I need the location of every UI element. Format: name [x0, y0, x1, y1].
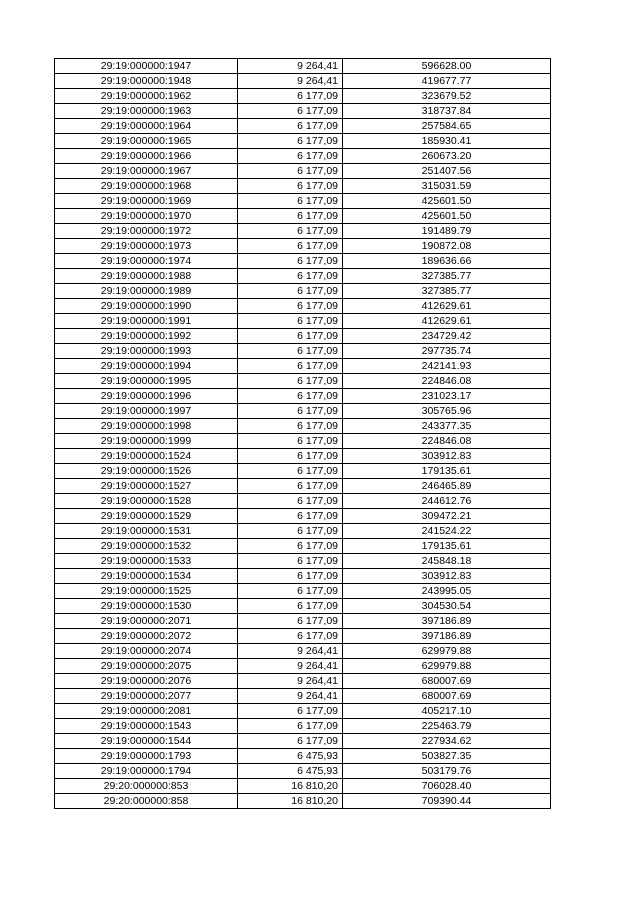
table-row — [55, 329, 551, 344]
cadastral-number-cell: 29:19:000000:1999 — [55, 434, 238, 449]
table-row — [55, 224, 551, 239]
value-cell: 242141.93 — [343, 359, 551, 374]
value-cell: 246465.89 — [343, 479, 551, 494]
area-cell: 9 264,41 — [238, 659, 343, 674]
area-cell: 6 177,09 — [238, 194, 343, 209]
value-cell: 179135.61 — [343, 464, 551, 479]
table-row — [55, 134, 551, 149]
cadastral-number-cell: 29:19:000000:1962 — [55, 89, 238, 104]
table-row — [55, 314, 551, 329]
area-cell: 6 177,09 — [238, 614, 343, 629]
cadastral-number-cell: 29:19:000000:1794 — [55, 764, 238, 779]
area-cell: 6 177,09 — [238, 104, 343, 119]
cadastral-number-cell: 29:19:000000:1543 — [55, 719, 238, 734]
value-cell: 412629.61 — [343, 299, 551, 314]
cadastral-number-cell: 29:20:000000:858 — [55, 794, 238, 809]
value-cell: 190872.08 — [343, 239, 551, 254]
area-cell: 16 810,20 — [238, 779, 343, 794]
value-cell: 231023.17 — [343, 389, 551, 404]
table-row — [55, 779, 551, 794]
value-cell: 629979.88 — [343, 644, 551, 659]
table-row — [55, 374, 551, 389]
area-cell: 6 475,93 — [238, 749, 343, 764]
value-cell: 297735.74 — [343, 344, 551, 359]
area-cell: 9 264,41 — [238, 674, 343, 689]
table-row — [55, 539, 551, 554]
table-row — [55, 239, 551, 254]
area-cell: 16 810,20 — [238, 794, 343, 809]
value-cell: 303912.83 — [343, 449, 551, 464]
table-row — [55, 194, 551, 209]
value-cell: 629979.88 — [343, 659, 551, 674]
area-cell: 6 177,09 — [238, 179, 343, 194]
cadastral-number-cell: 29:19:000000:1966 — [55, 149, 238, 164]
cadastral-number-cell: 29:19:000000:2071 — [55, 614, 238, 629]
area-cell: 6 177,09 — [238, 569, 343, 584]
table-row — [55, 299, 551, 314]
value-cell: 243377.35 — [343, 419, 551, 434]
cadastral-table — [54, 58, 551, 809]
area-cell: 6 177,09 — [238, 89, 343, 104]
cadastral-number-cell: 29:19:000000:1947 — [55, 59, 238, 74]
area-cell: 6 177,09 — [238, 464, 343, 479]
value-cell: 327385.77 — [343, 269, 551, 284]
area-cell: 6 177,09 — [238, 704, 343, 719]
area-cell: 6 177,09 — [238, 374, 343, 389]
area-cell: 6 177,09 — [238, 359, 343, 374]
cadastral-number-cell: 29:19:000000:2081 — [55, 704, 238, 719]
cadastral-number-cell: 29:19:000000:1992 — [55, 329, 238, 344]
cadastral-number-cell: 29:19:000000:1964 — [55, 119, 238, 134]
value-cell: 304530.54 — [343, 599, 551, 614]
value-cell: 191489.79 — [343, 224, 551, 239]
area-cell: 6 177,09 — [238, 584, 343, 599]
table-row — [55, 509, 551, 524]
table-row — [55, 569, 551, 584]
value-cell: 709390.44 — [343, 794, 551, 809]
area-cell: 6 177,09 — [238, 734, 343, 749]
table-row — [55, 389, 551, 404]
value-cell: 244612.76 — [343, 494, 551, 509]
value-cell: 503179.76 — [343, 764, 551, 779]
value-cell: 425601.50 — [343, 209, 551, 224]
table-row — [55, 524, 551, 539]
table-row — [55, 734, 551, 749]
area-cell: 6 177,09 — [238, 539, 343, 554]
value-cell: 224846.08 — [343, 374, 551, 389]
cadastral-number-cell: 29:19:000000:1533 — [55, 554, 238, 569]
table-row — [55, 89, 551, 104]
cadastral-number-cell: 29:19:000000:1534 — [55, 569, 238, 584]
table-row — [55, 599, 551, 614]
area-cell: 6 177,09 — [238, 329, 343, 344]
table-row — [55, 149, 551, 164]
area-cell: 6 475,93 — [238, 764, 343, 779]
cadastral-number-cell: 29:19:000000:1528 — [55, 494, 238, 509]
cadastral-number-cell: 29:19:000000:1968 — [55, 179, 238, 194]
value-cell: 309472.21 — [343, 509, 551, 524]
table-row — [55, 464, 551, 479]
value-cell: 318737.84 — [343, 104, 551, 119]
table-row — [55, 344, 551, 359]
cadastral-number-cell: 29:19:000000:1525 — [55, 584, 238, 599]
table-row — [55, 359, 551, 374]
area-cell: 6 177,09 — [238, 134, 343, 149]
value-cell: 405217.10 — [343, 704, 551, 719]
cadastral-number-cell: 29:19:000000:2076 — [55, 674, 238, 689]
cadastral-number-cell: 29:19:000000:1948 — [55, 74, 238, 89]
table-row — [55, 644, 551, 659]
cadastral-number-cell: 29:19:000000:1989 — [55, 284, 238, 299]
cadastral-number-cell: 29:19:000000:1529 — [55, 509, 238, 524]
area-cell: 6 177,09 — [238, 419, 343, 434]
value-cell: 419677.77 — [343, 74, 551, 89]
cadastral-number-cell: 29:19:000000:1532 — [55, 539, 238, 554]
area-cell: 6 177,09 — [238, 269, 343, 284]
cadastral-number-cell: 29:19:000000:2074 — [55, 644, 238, 659]
table-row — [55, 584, 551, 599]
area-cell: 6 177,09 — [238, 224, 343, 239]
table-row — [55, 119, 551, 134]
area-cell: 6 177,09 — [238, 239, 343, 254]
table-row — [55, 659, 551, 674]
table-row — [55, 419, 551, 434]
value-cell: 225463.79 — [343, 719, 551, 734]
value-cell: 185930.41 — [343, 134, 551, 149]
cadastral-number-cell: 29:19:000000:2072 — [55, 629, 238, 644]
table-row — [55, 494, 551, 509]
area-cell: 9 264,41 — [238, 59, 343, 74]
table-row — [55, 614, 551, 629]
cadastral-number-cell: 29:19:000000:1526 — [55, 464, 238, 479]
value-cell: 596628.00 — [343, 59, 551, 74]
area-cell: 6 177,09 — [238, 314, 343, 329]
table-row — [55, 164, 551, 179]
value-cell: 251407.56 — [343, 164, 551, 179]
table-row — [55, 629, 551, 644]
cadastral-number-cell: 29:19:000000:1990 — [55, 299, 238, 314]
area-cell: 6 177,09 — [238, 344, 343, 359]
cadastral-number-cell: 29:19:000000:1994 — [55, 359, 238, 374]
table-body — [55, 59, 551, 809]
cadastral-number-cell: 29:19:000000:1972 — [55, 224, 238, 239]
area-cell: 6 177,09 — [238, 494, 343, 509]
cadastral-number-cell: 29:19:000000:2075 — [55, 659, 238, 674]
value-cell: 260673.20 — [343, 149, 551, 164]
cadastral-number-cell: 29:19:000000:1524 — [55, 449, 238, 464]
cadastral-number-cell: 29:19:000000:1531 — [55, 524, 238, 539]
value-cell: 241524.22 — [343, 524, 551, 539]
table-row — [55, 284, 551, 299]
area-cell: 6 177,09 — [238, 449, 343, 464]
value-cell: 245848.18 — [343, 554, 551, 569]
area-cell: 9 264,41 — [238, 74, 343, 89]
cadastral-number-cell: 29:19:000000:1995 — [55, 374, 238, 389]
value-cell: 327385.77 — [343, 284, 551, 299]
table-row — [55, 554, 551, 569]
cadastral-number-cell: 29:19:000000:1991 — [55, 314, 238, 329]
table-row — [55, 674, 551, 689]
cadastral-number-cell: 29:19:000000:1997 — [55, 404, 238, 419]
area-cell: 6 177,09 — [238, 389, 343, 404]
area-cell: 9 264,41 — [238, 689, 343, 704]
area-cell: 6 177,09 — [238, 524, 343, 539]
area-cell: 6 177,09 — [238, 119, 343, 134]
cadastral-number-cell: 29:19:000000:1969 — [55, 194, 238, 209]
table-row — [55, 689, 551, 704]
table-row — [55, 404, 551, 419]
area-cell: 6 177,09 — [238, 254, 343, 269]
table-row — [55, 434, 551, 449]
table-row — [55, 719, 551, 734]
area-cell: 6 177,09 — [238, 149, 343, 164]
value-cell: 243995.05 — [343, 584, 551, 599]
value-cell: 706028.40 — [343, 779, 551, 794]
cadastral-number-cell: 29:20:000000:853 — [55, 779, 238, 794]
cadastral-number-cell: 29:19:000000:1527 — [55, 479, 238, 494]
area-cell: 6 177,09 — [238, 209, 343, 224]
table-row — [55, 704, 551, 719]
value-cell: 303912.83 — [343, 569, 551, 584]
area-cell: 6 177,09 — [238, 629, 343, 644]
cadastral-number-cell: 29:19:000000:1963 — [55, 104, 238, 119]
value-cell: 224846.08 — [343, 434, 551, 449]
area-cell: 6 177,09 — [238, 479, 343, 494]
table-row — [55, 794, 551, 809]
cadastral-number-cell: 29:19:000000:1544 — [55, 734, 238, 749]
table-row — [55, 764, 551, 779]
value-cell: 179135.61 — [343, 539, 551, 554]
cadastral-number-cell: 29:19:000000:1973 — [55, 239, 238, 254]
value-cell: 503827.35 — [343, 749, 551, 764]
area-cell: 9 264,41 — [238, 644, 343, 659]
table-row — [55, 269, 551, 284]
value-cell: 257584.65 — [343, 119, 551, 134]
table-row — [55, 254, 551, 269]
area-cell: 6 177,09 — [238, 404, 343, 419]
cadastral-number-cell: 29:19:000000:1970 — [55, 209, 238, 224]
value-cell: 680007.69 — [343, 674, 551, 689]
area-cell: 6 177,09 — [238, 284, 343, 299]
value-cell: 323679.52 — [343, 89, 551, 104]
value-cell: 315031.59 — [343, 179, 551, 194]
cadastral-number-cell: 29:19:000000:1965 — [55, 134, 238, 149]
table-row — [55, 749, 551, 764]
cadastral-number-cell: 29:19:000000:1974 — [55, 254, 238, 269]
cadastral-number-cell: 29:19:000000:1988 — [55, 269, 238, 284]
value-cell: 680007.69 — [343, 689, 551, 704]
cadastral-number-cell: 29:19:000000:1530 — [55, 599, 238, 614]
table-row — [55, 449, 551, 464]
table-row — [55, 59, 551, 74]
value-cell: 425601.50 — [343, 194, 551, 209]
value-cell: 234729.42 — [343, 329, 551, 344]
table-row — [55, 479, 551, 494]
area-cell: 6 177,09 — [238, 164, 343, 179]
cadastral-number-cell: 29:19:000000:1996 — [55, 389, 238, 404]
area-cell: 6 177,09 — [238, 599, 343, 614]
table-row — [55, 74, 551, 89]
table-row — [55, 209, 551, 224]
cadastral-number-cell: 29:19:000000:1998 — [55, 419, 238, 434]
area-cell: 6 177,09 — [238, 719, 343, 734]
table-row — [55, 179, 551, 194]
area-cell: 6 177,09 — [238, 554, 343, 569]
value-cell: 397186.89 — [343, 629, 551, 644]
area-cell: 6 177,09 — [238, 509, 343, 524]
cadastral-number-cell: 29:19:000000:1993 — [55, 344, 238, 359]
area-cell: 6 177,09 — [238, 299, 343, 314]
value-cell: 397186.89 — [343, 614, 551, 629]
area-cell: 6 177,09 — [238, 434, 343, 449]
value-cell: 227934.62 — [343, 734, 551, 749]
cadastral-number-cell: 29:19:000000:2077 — [55, 689, 238, 704]
value-cell: 189636.66 — [343, 254, 551, 269]
cadastral-number-cell: 29:19:000000:1967 — [55, 164, 238, 179]
table-row — [55, 104, 551, 119]
value-cell: 305765.96 — [343, 404, 551, 419]
value-cell: 412629.61 — [343, 314, 551, 329]
cadastral-number-cell: 29:19:000000:1793 — [55, 749, 238, 764]
